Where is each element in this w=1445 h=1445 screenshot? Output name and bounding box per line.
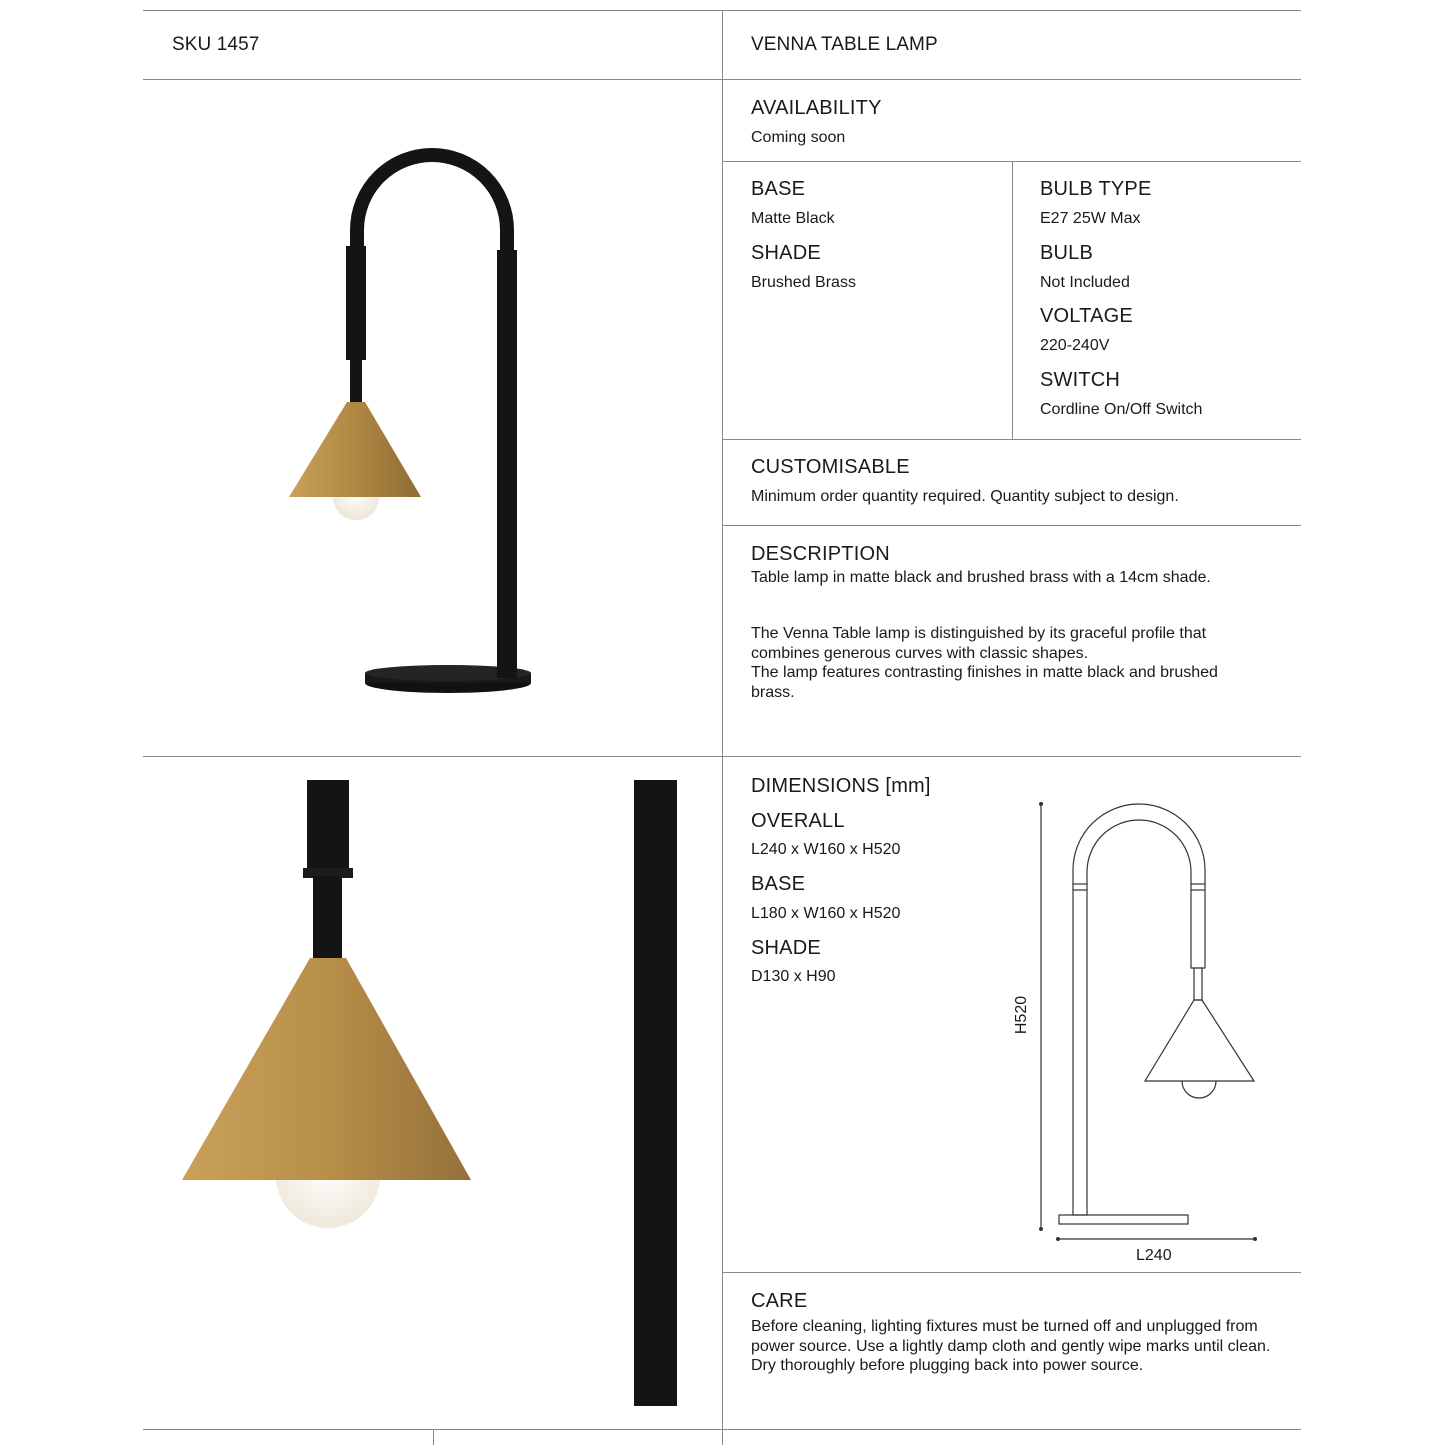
shade-label: SHADE [751, 242, 821, 264]
availability-value: Coming soon [751, 129, 846, 146]
bulb-value: Not Included [1040, 274, 1130, 291]
product-name: VENNA TABLE LAMP [751, 34, 938, 55]
shade-detail-image [143, 757, 723, 1429]
bulb-type-value: E27 25W Max [1040, 210, 1141, 227]
height-dimension-label: H520 [1013, 995, 1031, 1035]
overall-value: L240 x W160 x H520 [751, 841, 901, 858]
availability-label: AVAILABILITY [751, 97, 882, 119]
description-label: DESCRIPTION [751, 543, 890, 565]
switch-value: Cordline On/Off Switch [1040, 401, 1203, 418]
care-text: Before cleaning, lighting fixtures must be turned off and unplugged from power source. Use a lightly damp cloth and gently wipe marks until clean. Dry thoroughly before plugging back into power source. [751, 1318, 1271, 1375]
switch-label: SWITCH [1040, 369, 1121, 391]
dim-shade-value: D130 x H90 [751, 968, 836, 985]
sku-label: SKU 1457 [172, 34, 260, 55]
spec-column-divider [1012, 161, 1013, 439]
dimensions-label: DIMENSIONS [mm] [751, 775, 931, 797]
description-paragraph-2: The lamp features contrasting finishes in matte black and brushed brass. [751, 664, 1218, 701]
dim-base-label: BASE [751, 873, 806, 895]
dim-shade-label: SHADE [751, 937, 821, 959]
customisable-rule [722, 525, 1301, 526]
specs-rule [722, 439, 1301, 440]
length-dimension-label: L240 [1136, 1247, 1172, 1264]
customisable-value: Minimum order quantity required. Quantity subject to design. [751, 488, 1179, 505]
dim-base-value: L180 x W160 x H520 [751, 905, 901, 922]
description-line: Table lamp in matte black and brushed brass with a 14cm shade. [751, 569, 1211, 586]
bulb-label: BULB [1040, 242, 1094, 264]
bottom-rule [143, 1429, 1301, 1430]
description-paragraph-1: The Venna Table lamp is distinguished by its graceful profile that combines generous curves with classic shapes. [751, 625, 1207, 662]
customisable-label: CUSTOMISABLE [751, 456, 910, 478]
lamp-dimension-drawing [1000, 790, 1300, 1270]
dimensions-rule [722, 1272, 1301, 1273]
voltage-label: VOLTAGE [1040, 305, 1133, 327]
lamp-product-image [143, 80, 723, 756]
bottom-divider [433, 1429, 434, 1445]
shade-value: Brushed Brass [751, 274, 856, 291]
base-value: Matte Black [751, 210, 835, 227]
care-label: CARE [751, 1290, 808, 1312]
voltage-value: 220-240V [1040, 337, 1110, 354]
overall-label: OVERALL [751, 810, 845, 832]
bulb-type-label: BULB TYPE [1040, 178, 1152, 200]
base-label: BASE [751, 178, 806, 200]
